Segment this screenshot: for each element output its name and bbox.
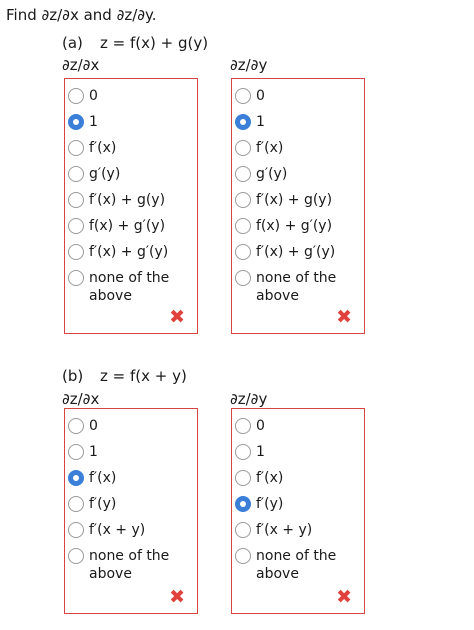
question-prompt: Find ∂z/∂x and ∂z/∂y. (6, 6, 157, 24)
radio-button[interactable] (68, 470, 84, 486)
option-label: f(x) + g′(y) (256, 218, 333, 234)
part-b-dzdy-heading: ∂z/∂y (230, 390, 268, 408)
radio-button[interactable] (68, 548, 84, 564)
radio-button[interactable] (68, 192, 84, 208)
option-label: above (89, 288, 132, 304)
option-label: f′(y) (89, 496, 117, 512)
option-label: f′(x) + g(y) (256, 192, 333, 208)
part-a-label: (a) (62, 34, 83, 52)
radio-button[interactable] (68, 444, 84, 460)
option-label: f′(x) + g′(y) (256, 244, 336, 260)
option-label: above (256, 566, 299, 582)
radio-button[interactable] (68, 418, 84, 434)
option-label: g′(y) (89, 166, 121, 182)
radio-button[interactable] (235, 114, 251, 130)
radio-button[interactable] (68, 496, 84, 512)
option-label: f′(x + y) (89, 522, 146, 538)
option-label: f′(x) (89, 140, 117, 156)
radio-button[interactable] (68, 88, 84, 104)
part-b-dzdx-options (64, 408, 198, 614)
part-a-dzdy-options (231, 78, 365, 334)
radio-button[interactable] (235, 88, 251, 104)
option-label: f′(y) (256, 496, 284, 512)
radio-button[interactable] (68, 522, 84, 538)
radio-button[interactable] (68, 166, 84, 182)
option-label: 1 (89, 444, 98, 460)
part-b-dzdy-options (231, 408, 365, 614)
radio-button[interactable] (235, 444, 251, 460)
option-label: f(x) + g′(y) (89, 218, 166, 234)
option-label: g′(y) (256, 166, 288, 182)
part-a-dzdx-heading: ∂z/∂x (62, 56, 100, 74)
option-label: f′(x) (256, 140, 284, 156)
option-label: none of the (256, 270, 337, 286)
option-label: 0 (89, 88, 98, 104)
part-b-dzdx-heading: ∂z/∂x (62, 390, 100, 408)
option-label: f′(x) + g′(y) (89, 244, 169, 260)
radio-button[interactable] (235, 270, 251, 286)
part-a-dzdy-heading: ∂z/∂y (230, 56, 268, 74)
option-label: above (89, 566, 132, 582)
radio-button[interactable] (235, 192, 251, 208)
radio-button[interactable] (68, 244, 84, 260)
option-label: f′(x) (256, 470, 284, 486)
part-a-equation: z = f(x) + g(y) (100, 34, 209, 52)
option-label: 1 (256, 114, 265, 130)
option-label: f′(x) (89, 470, 117, 486)
option-label: above (256, 288, 299, 304)
x-mark-icon: ✖ (169, 586, 185, 608)
part-b-label: (b) (62, 367, 84, 385)
radio-button[interactable] (68, 114, 84, 130)
option-label: f′(x) + g(y) (89, 192, 166, 208)
x-mark-icon: ✖ (169, 306, 185, 328)
option-label: 0 (256, 88, 265, 104)
option-label: 1 (256, 444, 265, 460)
radio-button[interactable] (235, 470, 251, 486)
part-b-equation: z = f(x + y) (100, 367, 187, 385)
x-mark-icon: ✖ (336, 306, 352, 328)
radio-button[interactable] (235, 140, 251, 156)
radio-button[interactable] (235, 548, 251, 564)
x-mark-icon: ✖ (336, 586, 352, 608)
radio-button[interactable] (235, 218, 251, 234)
radio-button[interactable] (235, 496, 251, 512)
option-label: 0 (89, 418, 98, 434)
option-label: 0 (256, 418, 265, 434)
option-label: none of the (89, 270, 170, 286)
option-label: none of the (89, 548, 170, 564)
radio-button[interactable] (235, 166, 251, 182)
radio-button[interactable] (235, 522, 251, 538)
radio-button[interactable] (68, 270, 84, 286)
radio-button[interactable] (68, 218, 84, 234)
radio-button[interactable] (235, 418, 251, 434)
option-label: none of the (256, 548, 337, 564)
radio-button[interactable] (235, 244, 251, 260)
part-a-dzdx-options (64, 78, 198, 334)
radio-button[interactable] (68, 140, 84, 156)
option-label: 1 (89, 114, 98, 130)
option-label: f′(x + y) (256, 522, 313, 538)
